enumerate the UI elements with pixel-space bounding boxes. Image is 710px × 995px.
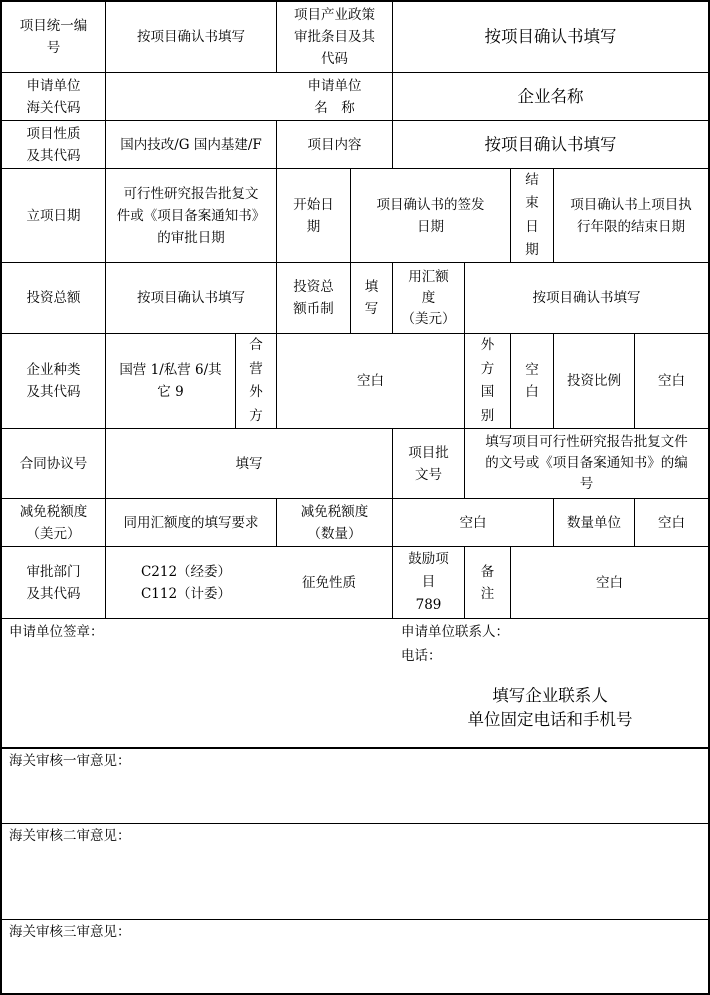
project-code-label: 项目统一编 号 bbox=[19, 18, 88, 56]
quantity-unit-value[interactable]: 空白 bbox=[658, 514, 685, 531]
exemption-quantity-label: 减免税额度 （数量） bbox=[300, 503, 369, 542]
fx-quota-value[interactable]: 按项目确认书填写 bbox=[532, 290, 641, 306]
remark-label: 备 注 bbox=[480, 563, 495, 602]
row-line bbox=[0, 618, 710, 619]
approval-date-value[interactable]: 可行性研究报告批复文 件或《项目备案通知书》 的审批日期 bbox=[116, 185, 266, 246]
approval-dept-label: 审批部门 及其代码 bbox=[26, 563, 81, 602]
project-code-value[interactable]: 按项目确认书填写 bbox=[137, 29, 245, 45]
project-nature-value[interactable]: 国内技改/G 国内基建/F bbox=[120, 136, 262, 153]
industry-policy-value[interactable]: 按项目确认书填写 bbox=[484, 27, 617, 46]
contact-note[interactable]: 填写企业联系人 单位固定电话和手机号 bbox=[467, 686, 633, 729]
levy-nature-label: 征免性质 bbox=[302, 574, 356, 591]
contact-person-label: 申请单位联系人： bbox=[401, 624, 509, 640]
applicant-seal-label: 申请单位签章： bbox=[9, 624, 104, 640]
approval-date-label: 立项日期 bbox=[26, 207, 81, 224]
end-date-label: 结 束 日 期 bbox=[525, 171, 539, 258]
project-nature-label: 项目性质 及其代码 bbox=[26, 125, 81, 164]
encouraged-project-label[interactable]: 鼓励项 目 789 bbox=[408, 551, 449, 613]
section-line bbox=[0, 823, 710, 824]
start-date-label: 开始日 期 bbox=[293, 196, 334, 235]
total-investment-label: 投资总额 bbox=[26, 290, 81, 306]
investment-ratio-label: 投资比例 bbox=[567, 373, 621, 389]
investment-currency-label: 投资总 额币制 bbox=[293, 279, 334, 317]
total-investment-value[interactable]: 按项目确认书填写 bbox=[137, 290, 245, 306]
third-review-label: 海关审核三审意见： bbox=[9, 924, 131, 940]
industry-policy-label: 项目产业政策 审批条目及其 代码 bbox=[294, 7, 375, 67]
approval-document-label: 项目批 文号 bbox=[408, 444, 449, 483]
end-date-value[interactable]: 项目确认书上项目执 行年限的结束日期 bbox=[570, 196, 692, 235]
start-date-value[interactable]: 项目确认书的签发 日期 bbox=[376, 196, 485, 235]
foreign-partner-label: 合 营 外 方 bbox=[249, 337, 263, 424]
applicant-name-value[interactable]: 企业名称 bbox=[517, 86, 584, 106]
section-line bbox=[0, 747, 710, 749]
contract-number-value[interactable]: 填写 bbox=[235, 455, 263, 472]
phone-label: 电话： bbox=[401, 648, 442, 664]
customs-code-value[interactable] bbox=[106, 73, 276, 120]
project-content-value[interactable]: 按项目确认书填写 bbox=[484, 134, 617, 154]
approval-dept-value[interactable]: C212（经委） C112（计委） bbox=[140, 563, 232, 602]
foreign-partner-value[interactable]: 空白 bbox=[357, 373, 384, 389]
contract-number-label: 合同协议号 bbox=[19, 455, 88, 472]
customs-code-label: 申请单位 海关代码 bbox=[26, 77, 81, 116]
project-content-label: 项目内容 bbox=[307, 136, 362, 153]
quantity-unit-label: 数量单位 bbox=[567, 514, 621, 531]
second-review-label: 海关审核二审意见： bbox=[9, 828, 131, 844]
enterprise-type-value[interactable]: 国营 1/私营 6/其 它 9 bbox=[119, 362, 222, 400]
fx-quota-label: 用汇额 度 （美元） bbox=[401, 268, 456, 327]
exemption-amount-label: 减免税额度 （美元） bbox=[19, 503, 88, 542]
enterprise-type-label: 企业种类 及其代码 bbox=[26, 362, 81, 400]
investment-currency-value[interactable]: 填 写 bbox=[364, 279, 379, 317]
section-line bbox=[0, 919, 710, 920]
foreign-country-value[interactable]: 空 白 bbox=[525, 362, 539, 400]
approval-document-value[interactable]: 填写项目可行性研究报告批复文件 的文号或《项目备案通知书》的编 号 bbox=[485, 434, 688, 492]
exemption-quantity-value[interactable]: 空白 bbox=[459, 514, 487, 531]
applicant-name-label: 申请单位 名 称 bbox=[307, 77, 362, 116]
first-review-label: 海关审核一审意见： bbox=[9, 753, 131, 769]
remark-value[interactable]: 空白 bbox=[596, 574, 623, 591]
exemption-amount-value[interactable]: 同用汇额度的填写要求 bbox=[123, 514, 259, 531]
investment-ratio-value[interactable]: 空白 bbox=[658, 373, 685, 389]
foreign-country-label: 外 方 国 别 bbox=[480, 337, 495, 424]
